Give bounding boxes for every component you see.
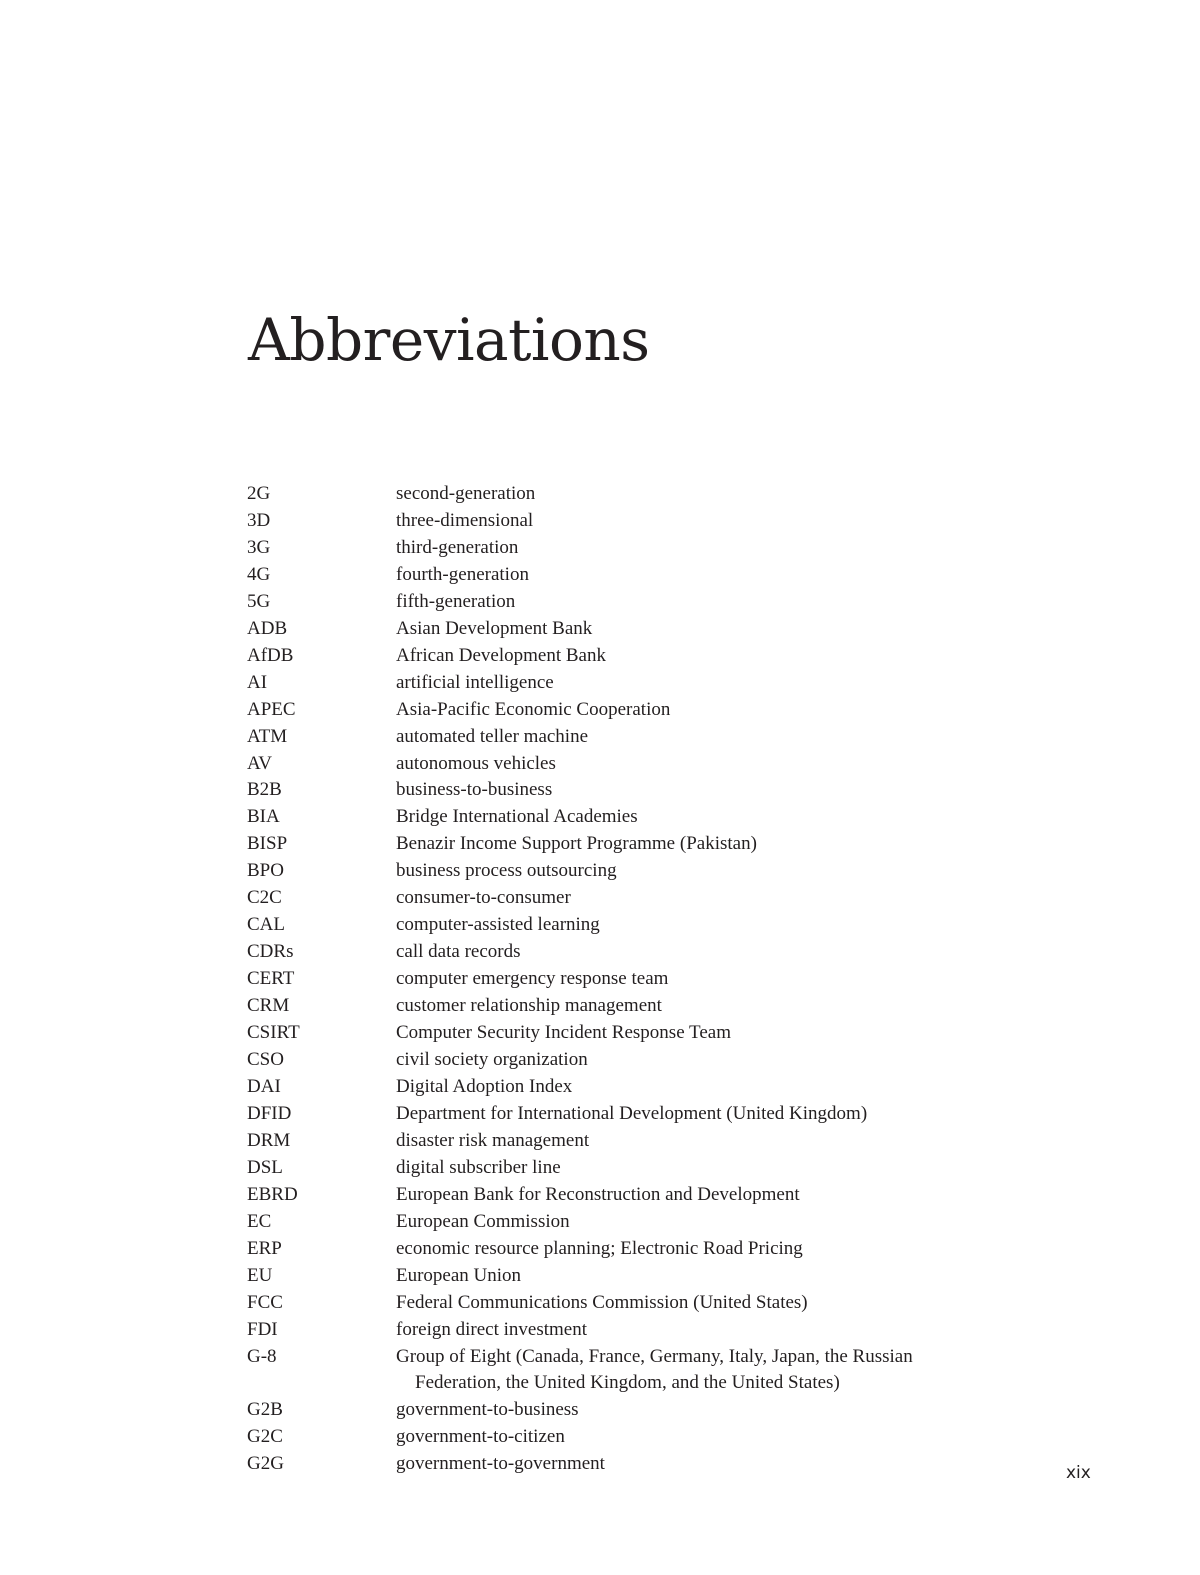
abbreviation-term: EBRD <box>247 1183 298 1205</box>
abbreviation-definition: three-dimensional <box>396 509 534 531</box>
abbreviation-definition: call data records <box>396 941 521 963</box>
abbreviation-definition: business process outsourcing <box>396 860 617 882</box>
abbreviation-term: DRM <box>247 1129 291 1151</box>
abbreviation-row <box>247 1397 947 1424</box>
abbreviation-term: CSIRT <box>247 1022 300 1044</box>
abbreviation-row <box>247 535 947 562</box>
abbreviation-definition: Federal Communications Commission (United States) <box>396 1291 808 1313</box>
abbreviation-definition: fourth-generation <box>396 563 529 585</box>
abbreviation-row <box>247 1155 947 1182</box>
abbreviation-definition: Benazir Income Support Programme (Pakistan) <box>396 833 757 855</box>
abbreviation-term: DAI <box>247 1075 281 1097</box>
abbreviation-row <box>247 1424 947 1451</box>
abbreviation-definition: customer relationship management <box>396 995 662 1017</box>
abbreviation-definition: business-to-business <box>396 779 553 801</box>
abbreviation-definition: disaster risk management <box>396 1129 590 1151</box>
abbreviation-definition: Asian Development Bank <box>396 617 593 639</box>
abbreviation-term: BISP <box>247 833 288 855</box>
abbreviation-definition: fifth-generation <box>396 590 516 612</box>
abbreviation-row <box>247 966 947 993</box>
abbreviation-term: G2G <box>247 1453 284 1475</box>
abbreviation-term: CSO <box>247 1049 284 1071</box>
abbreviation-row <box>247 1182 947 1209</box>
abbreviation-term: CRM <box>247 995 290 1017</box>
abbreviation-row <box>247 751 947 778</box>
abbreviation-row <box>247 1209 947 1236</box>
abbreviation-row <box>247 589 947 616</box>
abbreviation-row <box>247 831 947 858</box>
abbreviation-row <box>247 912 947 939</box>
abbreviation-list <box>247 481 947 1478</box>
abbreviation-row <box>247 670 947 697</box>
abbreviation-definition: civil society organization <box>396 1049 588 1071</box>
abbreviation-row <box>247 481 947 508</box>
abbreviation-term: AI <box>247 671 268 693</box>
abbreviation-row <box>247 643 947 670</box>
abbreviation-row <box>247 697 947 724</box>
abbreviation-row <box>247 1451 947 1478</box>
page-number: xix <box>1066 1463 1091 1483</box>
abbreviation-definition: Group of Eight (Canada, France, Germany, Italy, Japan, the Russian Federation, the United Kingdom, and the United States) <box>396 1345 913 1394</box>
abbreviation-row <box>247 858 947 885</box>
abbreviation-row <box>247 804 947 831</box>
abbreviation-row <box>247 1074 947 1101</box>
abbreviation-definition: economic resource planning; Electronic Road Pricing <box>396 1237 803 1259</box>
abbreviation-term: DFID <box>247 1102 292 1124</box>
abbreviation-term: BPO <box>247 860 284 882</box>
abbreviation-row <box>247 616 947 643</box>
abbreviation-term: CERT <box>247 968 295 990</box>
abbreviation-term: G2B <box>247 1399 283 1421</box>
abbreviation-row <box>247 1020 947 1047</box>
abbreviation-row <box>247 993 947 1020</box>
abbreviation-definition: Digital Adoption Index <box>396 1075 573 1097</box>
abbreviation-row <box>247 1290 947 1317</box>
abbreviation-term: AV <box>247 752 272 774</box>
abbreviation-row <box>247 1317 947 1344</box>
abbreviation-term: CDRs <box>247 941 294 963</box>
page-title: Abbreviations <box>248 306 650 374</box>
abbreviation-row <box>247 1047 947 1074</box>
abbreviation-row <box>247 1344 947 1398</box>
abbreviation-term: ADB <box>247 617 288 639</box>
abbreviation-definition: Asia-Pacific Economic Cooperation <box>396 698 671 720</box>
abbreviation-row <box>247 1236 947 1263</box>
abbreviation-term: AfDB <box>247 644 294 666</box>
abbreviation-definition: government-to-citizen <box>396 1426 565 1448</box>
abbreviation-term: G-8 <box>247 1345 277 1367</box>
abbreviation-definition: computer-assisted learning <box>396 914 600 936</box>
abbreviation-term: EC <box>247 1210 272 1232</box>
abbreviation-row <box>247 1128 947 1155</box>
abbreviation-term: APEC <box>247 698 296 720</box>
abbreviation-definition: computer emergency response team <box>396 968 669 990</box>
abbreviation-definition: government-to-government <box>396 1453 605 1475</box>
abbreviation-term: 4G <box>247 563 271 585</box>
abbreviation-definition: European Bank for Reconstruction and Development <box>396 1183 800 1205</box>
abbreviation-definition: European Union <box>396 1264 522 1286</box>
abbreviation-definition: autonomous vehicles <box>396 752 556 774</box>
abbreviation-definition: automated teller machine <box>396 725 589 747</box>
abbreviation-row <box>247 1263 947 1290</box>
abbreviation-term: EU <box>247 1264 273 1286</box>
abbreviation-term: DSL <box>247 1156 283 1178</box>
abbreviation-definition: Computer Security Incident Response Team <box>396 1022 731 1044</box>
abbreviation-definition: digital subscriber line <box>396 1156 561 1178</box>
abbreviation-definition: artificial intelligence <box>396 671 554 693</box>
abbreviation-definition: consumer-to-consumer <box>396 887 571 909</box>
abbreviation-row <box>247 777 947 804</box>
abbreviation-row <box>247 562 947 589</box>
abbreviation-row <box>247 508 947 535</box>
abbreviation-definition: third-generation <box>396 536 519 558</box>
abbreviation-term: 3D <box>247 509 271 531</box>
abbreviation-definition: Department for International Development (United Kingdom) <box>396 1102 868 1124</box>
abbreviation-definition: Bridge International Academies <box>396 806 638 828</box>
abbreviation-row <box>247 1101 947 1128</box>
abbreviation-term: B2B <box>247 779 282 801</box>
abbreviation-row <box>247 724 947 751</box>
abbreviation-definition: European Commission <box>396 1210 570 1232</box>
abbreviation-definition: foreign direct investment <box>396 1318 587 1340</box>
abbreviation-definition: government-to-business <box>396 1399 579 1421</box>
abbreviation-term: ATM <box>247 725 288 747</box>
abbreviation-term: ERP <box>247 1237 282 1259</box>
abbreviation-term: G2C <box>247 1426 283 1448</box>
abbreviation-term: FCC <box>247 1291 283 1313</box>
abbreviation-term: 5G <box>247 590 271 612</box>
abbreviation-term: C2C <box>247 887 282 909</box>
abbreviation-term: 3G <box>247 536 271 558</box>
abbreviation-definition: second-generation <box>396 483 536 504</box>
abbreviation-term: 2G <box>247 483 271 504</box>
abbreviation-row <box>247 939 947 966</box>
abbreviation-row <box>247 885 947 912</box>
abbreviation-definition: African Development Bank <box>396 644 606 666</box>
abbreviation-term: BIA <box>247 806 280 828</box>
abbreviation-term: CAL <box>247 914 285 936</box>
abbreviation-term: FDI <box>247 1318 278 1340</box>
